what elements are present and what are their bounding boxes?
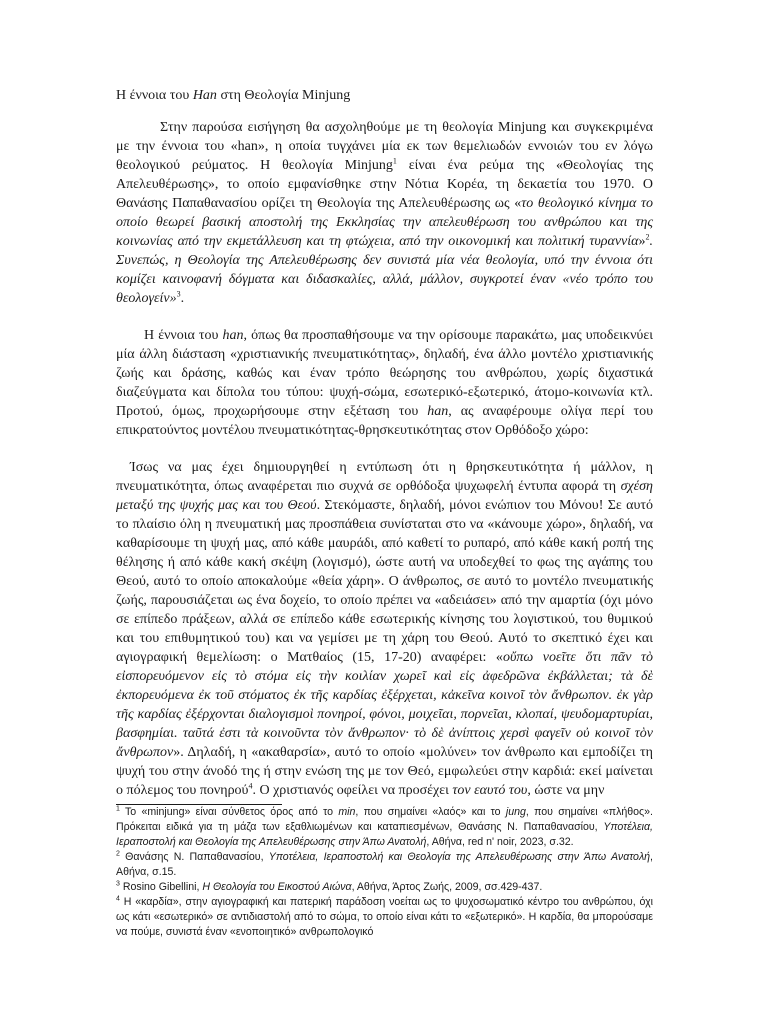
p2-term-han: han: [222, 328, 244, 343]
title-text-end: στη Θεολογία Minjung: [216, 88, 351, 103]
footnote-number: 3: [116, 880, 120, 888]
p1-period: .: [180, 291, 185, 306]
p1-quote: το θεολογικό κίνημα το οποίο θεωρεί βασική αποστολή της Εκκλησίας την απελευθέρωση του ανθρώπου και της κοινωνίας από την εκμετάλλευση και τη φτώχεια, από την οικονομική και πολιτική τυραννία: [116, 196, 653, 249]
p3-italic-self: τον εαυτό του: [452, 783, 528, 798]
footnote-book-title: Υποτέλεια, Ιεραποστολή και Θεολογία της Απελευθέρωσης στην Άπω Ανατολή: [268, 851, 651, 863]
footnote-book-title: Υποτέλεια, Ιεραποστολή και Θεολογία της Απελευθέρωσης στην Άπω Ανατολή: [116, 821, 653, 848]
footnote-2: [116, 850, 653, 880]
footnote-ref-2[interactable]: 2: [645, 232, 650, 242]
footnote-text: , Αθήνα, red n' noir, 2023, σ.32.: [426, 836, 574, 848]
p3-italic-phrase: σχέση μεταξύ της ψυχής μας και του Θεού: [116, 479, 653, 513]
title-italic: Han: [192, 88, 217, 103]
footnote-4: [116, 895, 653, 940]
paragraph-3: [116, 458, 653, 800]
footnote-italic: jung: [505, 806, 526, 818]
title-text: Η έννοια του: [116, 88, 193, 103]
footnote-number: 4: [116, 895, 120, 903]
footnote-ref-4[interactable]: 4: [248, 781, 253, 791]
p3-scripture-quote: οὔπω νοεῖτε ὅτι πᾶν τὸ εἰσπορευόμενον εἰς τὸ στόμα εἰς τὴν κοιλίαν χωρεῖ καὶ εἰς ἀφεδρῶνα ἐκβάλλεται; τὰ δὲ ἐκπορευόμενα ἐκ τοῦ στόματος ἐκ τῆς καρδίας ἐξέρχεται, κἀκεῖνα κοινοῖ τὸν ἄνθρωπον. ἐκ γὰρ τῆς καρδίας ἐξέρχονται διαλογισμοὶ πονηροί, φόνοι, μοιχεῖαι, πορνεῖαι, κλοπαί, ψευδομαρτυρίαι, βασφημίαι. ταῦτά ἐστι τὰ κοινοῦντα τὸν ἄνθρωπον· τὸ δὲ ἀνίπτοις χερσὶ φαγεῖν οὐ κοινοῖ τὸν ἄνθρωπον: [116, 650, 653, 760]
footnote-text: Rosino Gibellini,: [119, 881, 203, 893]
paragraph-1: [116, 118, 653, 308]
p3-text-d: . Ο χριστιανός οφείλει να προσέχει: [252, 783, 453, 798]
p1-text: Στην παρούσα εισήγηση θα ασχοληθούμε με τη θεολογία Minjung και συγκεκριμένα με την έννοια του «han», η οποία τυγχάνει μία εκ των θεμελιωδών εννοιών του εν λόγω θεολογικού ρεύματος. Η θεολογία Minjung: [116, 120, 653, 173]
footnote-text: Θανάσης Ν. Παπαθανασίου,: [119, 851, 269, 863]
footnote-book-title: Η Θεολογία του Εικοστού Αιώνα: [202, 881, 352, 893]
footnote-text: , Αθήνα, Άρτος Ζωής, 2009, σσ.429-437.: [351, 881, 543, 893]
document-body: [116, 86, 653, 940]
p2-text-b: , όπως θα προσπαθήσουμε να την ορίσουμε παρακάτω, μας υποδεικνύει μία άλλη διάσταση «χριστιανικής πνευματικότητας», δηλαδή, ένα άλλο μοντέλο χριστιανικής ζωής και δράσης, καθώς και έναν τρόπο θεώρησης του ανθρώπου, χωρίς διχαστικά διαζεύγματα και δίπολα του τύπου: ψυχή-σώμα, εσωτερικό-εξωτερικό, άτομο-κοινωνία κτλ. Προτού, όμως, προχωρήσουμε στην εξέταση του: [116, 328, 653, 419]
footnote-1: [116, 805, 653, 850]
footnote-text: , που σημαίνει «λαός» και το: [355, 806, 506, 818]
p3-text: Ίσως να μας έχει δημιουργηθεί η εντύπωση ότι η θρησκευτικότητα ή μάλλον, η πνευματικότητα, όπως αναφέρεται πιο συχνά σε ορθόδοξα ψυχωφελή έντυπα αφορά τη: [116, 460, 653, 494]
document-title: [116, 86, 653, 106]
p3-text-c: ». Δηλαδή, η «ακαθαρσία», αυτό το οποίο «μολύνει» τον άνθρωπο και εμποδίζει τη ψυχή του στην άνοδό της ή στην ενώση της με τον Θεό, εμφωλεύει στην καρδιά: εκεί μαίνεται ο πόλεμος του πονηρού: [116, 745, 653, 798]
footnote-number: 1: [116, 805, 120, 813]
p3-text-b: . Στεκόμαστε, δηλαδή, μόνοι ενώπιον του Μόνου! Σε αυτό το πλαίσιο όλη η πνευματική μας προσπάθεια συνίσταται στο να «κάνουμε χώρο», δηλαδή, να καθαρίσουμε τη ψυχή μας, από κάθε μαυράδι, από καθετί το ρυπαρό, από κάθε κακή ροπή της θέλησης ή από κάθε κακή σκέψη (λογισμό), ώστε αυτή να υποδεχθεί το φως της αγάπης του Θεού, αυτό το οποίο αποκαλούμε «θεία χάρη». Ο άνθρωπος, σε αυτό το μοντέλο πνευματικής ζωής, παρουσιάζεται ως ένα δοχείο, το οποίο πρέπει να «αδειάσει» από την αμαρτία (όχι μόνο σε επίπεδο πράξεων, αλλά σε επίπεδο κάθε εσωτερικής κίνησης του λογιστικού, του θυμικού και του επιθυμητικού του) και να γεμίσει με τη χάρη του Θεού. Αυτό το σκεπτικό έχει και αγιογραφική θεμελίωση: ο Ματθαίος (15, 17-20) αναφέρει: «: [116, 498, 654, 665]
p2-term-han-2: han: [427, 404, 449, 419]
paragraph-2: [116, 326, 653, 440]
p1-text-b: είναι ένα ρεύμα της «Θεολογίας της Απελευθέρωσης», το οποίο εμφανίσθηκε στην Νότια Κορέα, τη δεκαετία του 1970. Ο Θανάσης Παπαθανασίου ορίζει τη Θεολογία της Απελευθέρωσης ως «: [116, 158, 653, 211]
footnote-ref-1[interactable]: 1: [392, 156, 397, 166]
p2-text-end: , ας αναφέρουμε ολίγα περί του επικρατούντος μοντέλου πνευματικότητας-θρησκευτικότητας στον Ορθόδοξο χώρο:: [116, 404, 653, 438]
footnote-3: [116, 880, 653, 895]
footnote-italic: min: [338, 806, 356, 818]
footnote-text: , που σημαίνει «πλήθος». Πρόκειται ειδικά για τη μάζα των εξαθλιωμένων και καταπιεσμένων, Θανάσης Ν. Παπαθανασίου,: [116, 806, 653, 833]
p2-text: Η έννοια του: [144, 328, 223, 343]
p1-italic-end: . Συνεπώς, η Θεολογία της Απελευθέρωσης δεν συνιστά μία νέα θεολογία, υπό την έννοια ότι κομίζει καινοφανή δόγματα και διδασκαλίες, αλλά, μάλλον, συγκροτεί έναν «νέο τρόπο του θεολογείν»: [116, 234, 653, 306]
p3-text-end: , ώστε να μην: [527, 783, 605, 798]
footnote-text: Το «minjung» είναι σύνθετος όρος από το: [119, 806, 339, 818]
footnote-text: , Αθήνα, σ.15.: [116, 851, 653, 878]
footnote-ref-3[interactable]: 3: [176, 289, 181, 299]
footnote-text: Η «καρδία», στην αγιογραφική και πατερική παράδοση νοείται ως το ψυχοσωματικό κέντρο του ανθρώπου, όχι ως κάτι «εσωτερικό» σε αντιδιαστολή από το σώμα, το οποίο είναι κάτι το «εξωτερικό». Η καρδία, θα μπορούσαμε να πούμε, συνιστά έναν «ενοποιητικό» ανθρωπολογικό: [116, 896, 653, 938]
p1-quote-close: »: [638, 234, 646, 249]
footnote-number: 2: [116, 850, 120, 858]
